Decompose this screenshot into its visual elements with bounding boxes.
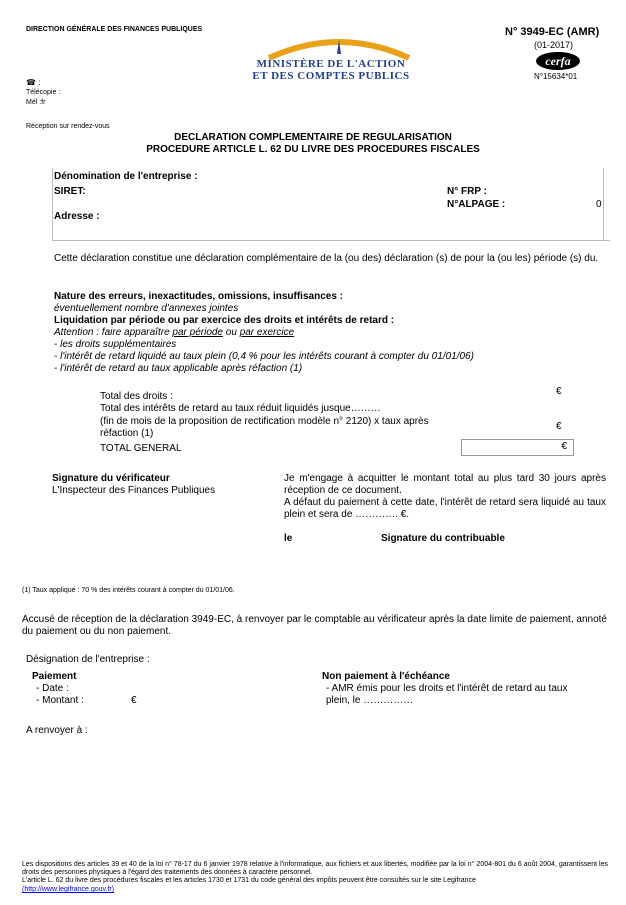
title-line2: PROCEDURE ARTICLE L. 62 DU LIVRE DES PROCEDURES FISCALES [146, 144, 480, 155]
amr-text: - AMR émis pour les droits et l'intérêt de retard au taux plein, le …………… [326, 683, 568, 706]
accuse-text: Accusé de réception de la déclaration 3949-EC, à renvoyer par le comptable au vérificateur après la date limite de paiement, annoté du paiement ou du non paiement. [22, 614, 607, 637]
liquidation-item-1: - les droits supplémentaires [54, 339, 177, 350]
contribuable-signature-label: Signature du contribuable [381, 533, 505, 544]
par-periode: par période [172, 327, 223, 338]
total-general-field[interactable] [461, 439, 574, 456]
attention-prefix: Attention : faire apparaître [54, 327, 173, 338]
form-version: (01-2017) [534, 40, 574, 50]
cerfa-logo: cerfa [536, 52, 580, 70]
renvoyer-label: A renvoyer à : [26, 725, 88, 736]
verificateur-sub: L'Inspecteur des Finances Publiques [52, 485, 216, 496]
fax-label: Télécopie : [26, 89, 61, 96]
non-paiement-heading: Non paiement à l'échéance [322, 671, 450, 682]
nature-heading: Nature des erreurs, inexactitudes, omissions, insuffisances : [54, 291, 343, 302]
alpage-label: N°ALPAGE : [447, 199, 506, 210]
total-interets-euro: € [556, 421, 562, 432]
verificateur-title: Signature du vérificateur [52, 473, 170, 484]
cerfa-number: N°15634*01 [534, 72, 578, 81]
total-droits-euro: € [556, 386, 562, 397]
ministry-logo-arc [264, 30, 414, 60]
denomination-label: Dénomination de l'entreprise : [54, 171, 198, 182]
phone-label: ☎ : [26, 78, 41, 87]
liquidation-item-3: - l'intérêt de retard au taux applicable après réfaction (1) [54, 363, 303, 374]
liquidation-item-2: - l'intérêt de retard liquidé au taux plein (0,4 % pour les intérêts courant à compter du 01/01/06) [54, 351, 474, 362]
defaut-text: A défaut du paiement à cette date, l'intérêt de retard sera liquidé au taux plein et sera de …………. €. [284, 497, 606, 520]
alpage-value: 0 [596, 199, 602, 210]
par-exercice: par exercice [239, 327, 295, 338]
designation-label: Désignation de l'entreprise : [26, 654, 150, 665]
footnote: (1) Taux appliqué : 70 % des intérêts courant à compter du 01/01/06. [22, 587, 235, 594]
liquidation-heading: Liquidation par période ou par exercice des droits et intérêts de retard : [54, 315, 395, 326]
legal-text-2: L'article L. 62 du livre des procédures fiscales et les articles 1730 et 1731 du code général des impôts peuvent être consultés sur le site Legifrance [22, 877, 476, 884]
engagement-text: Je m'engage à acquitter le montant total au plus tard 30 jours après réception de ce document. [284, 473, 606, 496]
attention-note [54, 327, 294, 338]
ou-word: ou [223, 327, 240, 338]
mail-label: Mél :fr [26, 99, 46, 106]
total-droits-label: Total des droits : [100, 391, 173, 402]
legal-text-1: Les dispositions des articles 39 et 40 de la loi n° 78-17 du 6 janvier 1978 relative à l'informatique, aux fichiers et aux libertés, modifiée par la loi n° 2004-801 du 6 août 2004, garantissent les droits des personnes physiques à l'égard des traitements des données à caractère personnel. [22, 861, 608, 876]
ministry-line2: ET DES COMPTES PUBLICS [252, 70, 410, 82]
legifrance-link[interactable]: (http://www.legifrance.gouv.fr) [22, 886, 115, 893]
adresse-label: Adresse : [54, 211, 100, 222]
total-general-euro: € [561, 441, 567, 452]
total-general-label: TOTAL GENERAL [100, 443, 182, 454]
siret-label: SIRET: [54, 186, 86, 197]
ministry-line1: MINISTÈRE DE L'ACTION [256, 58, 406, 70]
paiement-heading: Paiement [32, 671, 77, 682]
paiement-montant-label: - Montant : [36, 695, 84, 706]
form-number: N° 3949-EC (AMR) [505, 26, 600, 38]
intro-text: Cette déclaration constitue une déclaration complémentaire de la (ou des) déclaration (s) de pour la (ou les) période (s) du. [54, 253, 599, 264]
paiement-date-label: - Date : [36, 683, 69, 694]
fin-mois-label: (fin de mois de la proposition de rectification modèle n° 2120) x taux après réfaction (1) [100, 416, 429, 439]
paiement-montant-euro: € [131, 695, 137, 706]
frp-label: N° FRP : [447, 186, 487, 197]
reception-label: Réception sur rendez-vous [26, 123, 110, 130]
le-label: le [284, 533, 293, 544]
direction-label: DIRECTION GÉNÉRALE DES FINANCES PUBLIQUES [26, 26, 203, 33]
total-interets-label: Total des intérêts de retard au taux réduit liquidés jusque……… [100, 403, 381, 414]
annexes-note: éventuellement nombre d'annexes jointes [54, 303, 239, 314]
title-line1: DECLARATION COMPLEMENTAIRE DE REGULARISATION [174, 132, 452, 143]
company-box-right-edge [603, 168, 604, 240]
